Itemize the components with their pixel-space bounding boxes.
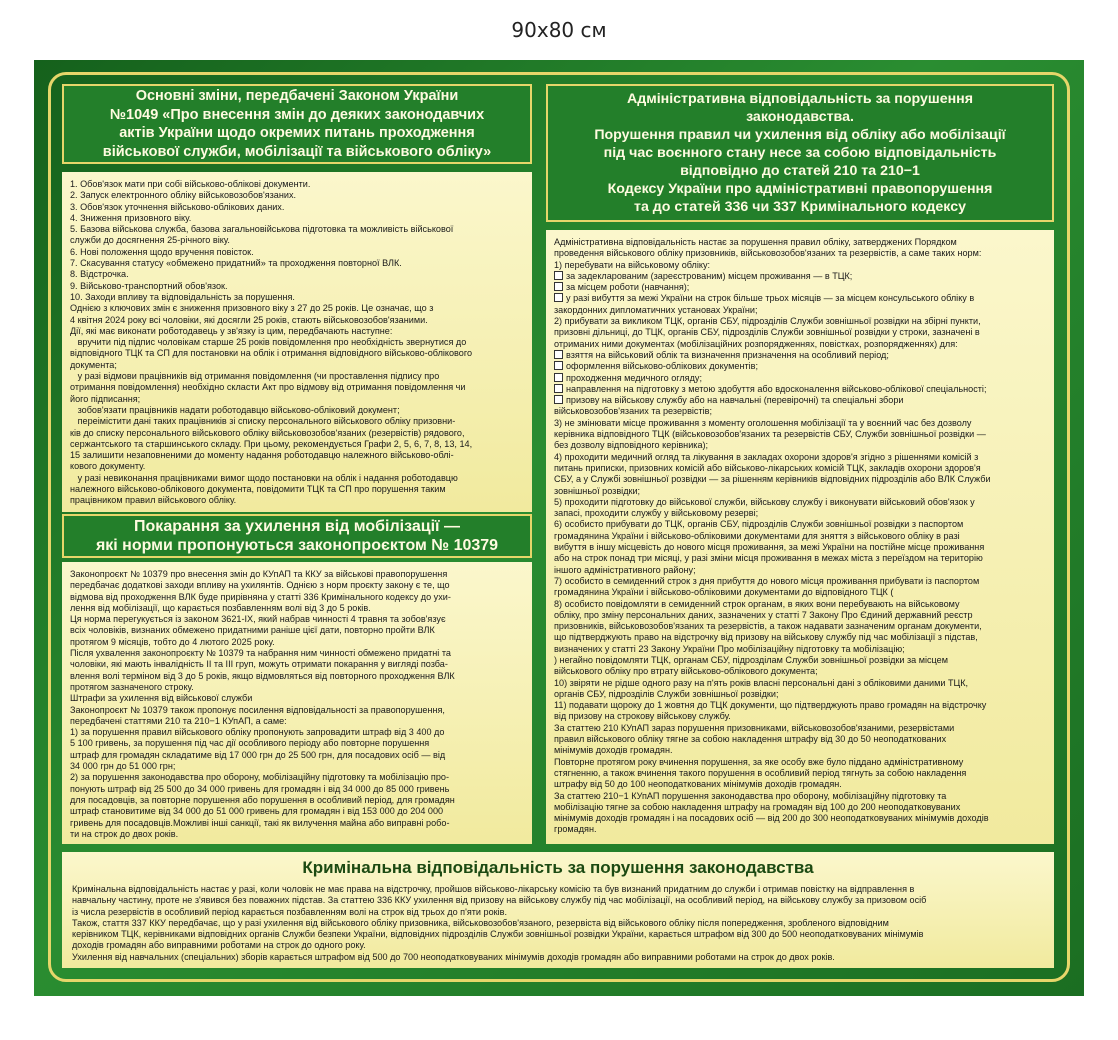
text-line: 1. Обов'язок мати при собі військово-облікові документи. [70,179,311,189]
info-board [34,60,1084,996]
text-line: військовозобов'язаних та резервістів; [554,406,713,417]
text-line: 2) прибувати за викликом ТЦК, органів СБУ, підрозділів Служби зовнішньої розвідки на збірні пункти, [554,316,981,327]
text-line: навчальну частину, проте не з'явився без поважних підстав. За статтею 336 ККУ ухилення від призову на військову службу під час мобілізації, на особливий період, на військову службу за призовом осіб [72,895,927,906]
text-line: у разі відмови працівників від отримання повідомлення (чи проставлення підпису про [70,371,440,382]
text-line: служби до досягнення 25-річного віку. [70,235,230,246]
text-line: керівника відповідного ТЦК (військовозобов'язаних та резервістів СБУ, Служби зовнішньої розвідки — [554,429,986,440]
text-line: за місцем роботи (навчання); [554,282,1046,293]
text-line: передбачені статтями 210 та 210−1 КУпАП, а саме: [70,715,287,726]
text-line: кового документу. [70,461,146,472]
text-line: Покарання за ухилення від мобілізації — [134,518,460,535]
text-line: законодавства. [746,109,854,125]
text-line: 3) не змінювати місце проживання з моменту оголошення мобілізації та у воєнний час без дозволу [554,417,972,428]
text-line: відповідного ТЦК та СП для постановки на облік і отримання відповідного військово-облікового [70,348,473,359]
text-line: зобов'язати працівників надати роботодавцю військово-обліковий документ; [70,404,400,415]
text-line: 9. Військово-транспортний обов'язок. [70,280,228,291]
text-line: мобілізацію тягне за собою накладення штрафу на громадян від 100 до 200 неоподатковуваних [554,801,961,812]
text-line: 10) звіряти не рідше одного разу на п'ять років власні персональні дані з обліковими даними ТЦК, [554,677,969,688]
mobilization-law-title [62,84,532,164]
text-line: Ухилення від навчальних (спеціальних) зборів карається штрафом від 500 до 700 неоподатковуваних мінімумів доходів громадян або виправними роботами на строк до двох років. [72,951,835,962]
text-line: 5 100 гривень, за порушення під час дії особливого періоду або повторне порушення [70,738,430,749]
text-line: що підтверджують право на відстрочку від призову на військову службу під час мобілізації з підстав, [554,632,978,643]
text-line: чоловіки, які мають інвалідність II та III груп, можуть отримати покарання у вигляді позба- [70,659,448,670]
text-line: СБУ, а у Службі зовнішньої розвідки — за рішенням керівників відповідних підрозділів або ВЛК Служби [554,474,991,485]
text-line: мінімумів доходів громадян і на посадових осіб — від 200 до 300 неоподатковуваних мінімумів доходів [554,813,989,824]
checkbox-icon [554,293,563,302]
text-line: 5. Базова військова служба, базова загальновійськова підготовка та можливість військової [70,224,454,235]
text-line: Основні зміни, передбачені Законом України [135,88,459,104]
text-line: 34 000 грн до 51 000 грн; [70,761,176,772]
size-label: 90x80 см [511,18,607,42]
text-line: 15 залишити незаповненими до моменту надання роботодавцю належного військово-облі- [70,450,454,461]
text-line: 4) проходити медичний огляд та лікування в закладах охорони здоров'я згідно з рішеннями комісій з [554,451,979,462]
text-line: протягом 9 місяців, тобто до 4 лютого 2025 року. [70,636,275,647]
text-line: штраф для громадян складатиме від 17 000 грн до 25 500 грн, для посадових осіб — від [70,749,446,760]
text-line: протягом зазначеного строку. [70,681,194,692]
text-line: Штрафи за ухилення від військової служби [70,693,253,704]
text-line: ків до списку персонального військового обліку військовозобов'язаних (резервістів) рядового, [70,427,465,438]
checkbox-icon [554,384,563,393]
text-line: та до статей 336 чи 337 Кримінального кодексу [634,199,966,215]
text-line: Також, стаття 337 ККУ передбачає, що у разі ухилення від військового обліку призовника, військовозобов'язаного, резервіста від військового обліку після попередження, зробленого відповідним [72,917,889,928]
text-line: проходження медичного огляду; [554,373,1046,384]
text-line: 7. Скасування статусу «обмежено придатний» та проходження повторної ВЛК. [70,258,402,269]
text-line: Однією з ключових змін є зниження призовного віку з 27 до 25 років. Це означає, що з [70,303,434,314]
mobilization-law-text [62,172,532,512]
text-line: 5) проходити підготовку до військової служби, військову службу і виконувати військовий обов'язок у [554,496,975,507]
text-line: документа; [70,359,117,370]
checkbox-icon [554,350,563,359]
text-line: іншого адміністративного району; [554,564,696,575]
text-line: Адміністративна відповідальність настає за порушення правил обліку, затверджених Порядком [554,237,957,247]
text-line: 11) подавати щороку до 1 жовтня до ТЦК документи, що підтверджують право громадян на відстрочку [554,700,987,711]
text-line: за задекларованим (зареєстрованим) місцем проживання — в ТЦК; [554,271,1046,282]
text-line: призову на військову службу або на навчальні (перевірочні) та спеціальні збори [554,395,1046,406]
administrative-liability-text [546,230,1054,844]
text-line: 10. Заходи впливу та відповідальність за порушення. [70,291,295,302]
text-line: громадянина України і військово-обліковими документами до відповідного ТЦК ( [554,587,894,598]
text-line: Законопроєкт № 10379 також пропонує посилення відповідальності за правопорушення, [70,704,445,715]
text-line: переімістити дані таких працівників зі списку персонального військового обліку призовни- [70,416,456,427]
text-line: закордонних дипломатичних установах України; [554,304,758,315]
text-line: штрафу від 50 до 100 неоподаткованих мінімумів доходів громадян. [554,779,842,790]
text-line: Ця норма перегукується із законом 3621-IX, який набрав чинності 4 травня та зобов'язує [70,614,446,625]
text-line: актів України щодо окремих питань проходження [119,125,475,141]
text-line: призовні дільниці, до ТЦК, органів СБУ, підрозділів Служби зовнішньої розвідки у строки, зазначені в [554,327,980,338]
text-line: сержантського та старшинського складу. При цьому, рекомендується Графи 2, 5, 6, 7, 8, 13, 14, [70,438,473,449]
text-line: отримання повідомлення) необхідно скласти Акт про відмову від отримання повідомлення чи [70,382,466,393]
checkbox-icon [554,373,563,382]
text-line: працівником правил військового обліку. [70,495,237,506]
text-line: вручити під підпис чоловікам старше 25 років повідомлення про необхідність звернутися до [70,337,467,348]
text-line: військового обліку про втрату військово-облікового документа; [554,666,818,677]
text-line: оформлення військово-облікових документів; [554,361,1046,372]
text-line: штраф становитиме від 34 000 до 51 000 гривень для громадян і від 153 000 до 204 000 [70,806,444,817]
text-line: всіх чоловіків, визнаних обмежено придатними раніше цієї дати, повторно пройти ВЛК [70,625,435,636]
text-line: під час воєнного стану несе за собою відповідальність [603,145,997,161]
text-line: відповідно до статей 210 та 210−1 [680,163,920,179]
checkbox-icon [554,395,563,404]
text-line: обліку, про зміну персональних даних, зазначених у статті 7 Закону Про Єдиний державний реєстр [554,609,973,620]
text-line: лення від мобілізації, що карається позбавленням волі від 3 до 5 років. [70,602,371,613]
text-line: За статтею 210−1 КУпАП порушення законодавства про оборону, мобілізаційну підготовку та [554,790,947,801]
text-line: №1049 «Про внесення змін до деяких законодавчих [109,106,485,123]
checkbox-icon [554,361,563,370]
text-line: проведення військового обліку призовників, військовозобов'язаних та резервістів, а саме таких норм: [554,248,982,259]
text-line: Кримінальна відповідальність настає у разі, коли чоловік не має права на відстрочку, пройшов військово-лікарську комісію та був визнаний придатним до служби і отримав повістку на відправлення в [72,884,915,894]
criminal-liability-text [72,884,1044,963]
text-line: громадянина України і військово-обліковими документами для зняття з військового обліку в разі [554,530,960,541]
text-line: 2) за порушення законодавства про оборону, мобілізаційну підготовку та мобілізацію про- [70,772,449,783]
text-line: Після ухвалення законопроєкту № 10379 та набрання ним чинності обмежено придатні та [70,648,451,659]
text-line: Кодексу України про адміністративні правопорушення [607,181,993,197]
text-line: військової служби, мобілізації та військового обліку» [102,143,492,160]
text-line: відмова від проходження ВЛК буде прирівняна у статті 336 Кримінального кодексу до ухи- [70,591,451,602]
text-line: стягненню, а також вчинення такого порушення в особливий період тягнуть за собою накладення [554,767,967,778]
text-line: 4. Зниження призовного віку. [70,212,192,223]
text-line: зовнішньої розвідки; [554,485,641,496]
text-line: мінімумів доходів громадян. [554,745,673,756]
text-line: 3. Обов'язок уточнення військово-облікових даних. [70,201,285,212]
text-line: для посадовців, за повторне порушення або порушення в особливий період, для громадян [70,794,455,805]
text-line: у разі невиконання працівниками вимог щодо постановки на облік і надання роботодавцю [70,472,458,483]
text-line: які норми пропонуються законопроєктом № 10379 [95,537,499,554]
text-line: Адміністративна відповідальність за порушення [626,91,974,107]
text-line: ) негайно повідомляти ТЦК, органам СБУ, підрозділам Служби зовнішньої розвідки за місцем [554,654,948,665]
text-line: призовників, військовозобов'язаних та резервістів, а також надавати зазначеним органам документи, [554,621,982,632]
text-line: органів СБУ, підрозділів Служби зовнішньої розвідки; [554,688,779,699]
text-line: 8. Відстрочка. [70,269,129,280]
text-line: передбачає додаткові заходи впливу на ухилянтів. Однією з норм проєкту закону є те, що [70,580,450,591]
administrative-liability-title [546,84,1054,222]
text-line: влення волі терміном від 3 до 5 років, якщо відмовляться від повторного проходження ВЛК [70,670,455,681]
text-line: Законопроєкт № 10379 про внесення змін до КУпАП та ККУ за військові правопорушення [70,569,448,579]
text-line: направлення на підготовку з метою здобуття або вдосконалення військово-облікової спеціальності; [554,384,1046,395]
text-line: громадян. [554,824,597,835]
text-line: Дії, які має виконати роботодавець у зв'язку із цим, передбачають наступне: [70,325,393,336]
text-line: питань приписки, призовних комісій або військово-лікарських комісій ТЦК, закладів охорони здоров'я [554,462,981,473]
text-line: його підписання; [70,393,141,404]
text-line: Порушення правил чи ухилення від обліку або мобілізації [594,127,1006,143]
text-line: 6. Нові положення щодо вручення повісток. [70,246,254,257]
text-line: із числа резервістів в особливий період карається позбавленням волі на строк від трьох до п'яти років. [72,906,507,917]
text-line: 7) особисто в семиденний строк з дня прибуття до нового місця проживання прибувати із паспортом [554,575,980,586]
text-line: без дозволу відповідного керівника); [554,440,709,451]
text-line: від призову на строкову військову службу. [554,711,731,722]
text-line: належного військово-облікового документа, повідомити ТЦК та СП про порушення таким [70,484,446,495]
text-line: керівником ТЦК, керівниками відповідних органів Служби безпеки України, відповідних підрозділів Служби зовнішньої розвідки України, карається штрафом від 300 до 500 неоподатковуваних мінімумів [72,929,924,940]
criminal-liability-panel [62,852,1054,968]
text-line: вибуття в іншу місцевість до нового місця проживання, за межі України на постійне місце проживання [554,542,985,553]
text-line: гривень для посадовців.Можливі інші санкції, такі як вилучення майна або виправні робо- [70,817,450,828]
criminal-liability-title: Кримінальна відповідальність за порушення законодавства [302,858,814,877]
text-line: понують штраф від 25 500 до 34 000 гривень для громадян і від 34 000 до 85 000 гривень [70,783,450,794]
text-line: Повторне протягом року вчинення порушення, за яке особу вже було піддано адміністративному [554,756,964,767]
text-line: 1) за порушення правил військового обліку пропонують запровадити штраф від 3 400 до [70,727,445,738]
text-line: правил військового обліку тягне за собою накладення штрафу від 30 до 50 неоподаткованих [554,734,947,745]
evasion-penalty-title [62,514,532,558]
text-line: 1) перебувати на військовому обліку: [554,259,711,270]
text-line: запасі, проходити службу у військовому резерві; [554,508,759,519]
text-line: доходів громадян або виправними роботами на строк до одного року. [72,940,366,951]
text-line: 4 квітня 2024 року всі чоловіки, які досягли 25 років, стають військовозобов'язаними. [70,314,428,325]
checkbox-icon [554,271,563,280]
text-line: або на строк понад три місяці, у разі зміни місця проживання в межах міста з переїздом на територію [554,553,983,564]
text-line: взяття на військовий облік та визначення призначення на особливий період; [554,350,1046,361]
checkbox-icon [554,282,563,291]
text-line: За статтею 210 КУпАП зараз порушення призовниками, військовозобов'язаними, резервістами [554,722,955,733]
evasion-penalty-text [62,562,532,844]
text-line: 8) особисто повідомляти в семиденний строк органам, в яких вони перебувають на військовому [554,598,960,609]
text-line: 2. Запуск електронного обліку військовозобов'язаних. [70,190,297,201]
text-line: 6) особисто прибувати до ТЦК, органів СБУ, підрозділів Служби зовнішньої розвідки з паспортом [554,519,964,530]
text-line: у разі вибуття за межі України на строк більше трьох місяців — за місцем консульського обліку в [554,293,1046,304]
text-line: отриманих ними документах (мобілізаційних розпорядженнях, повістках, розпорядженнях) для: [554,338,958,349]
text-line: ти на строк до двох років. [70,828,179,839]
text-line: визначених у статті 23 Закону України Про мобілізаційну підготовку та мобілізацію; [554,643,905,654]
